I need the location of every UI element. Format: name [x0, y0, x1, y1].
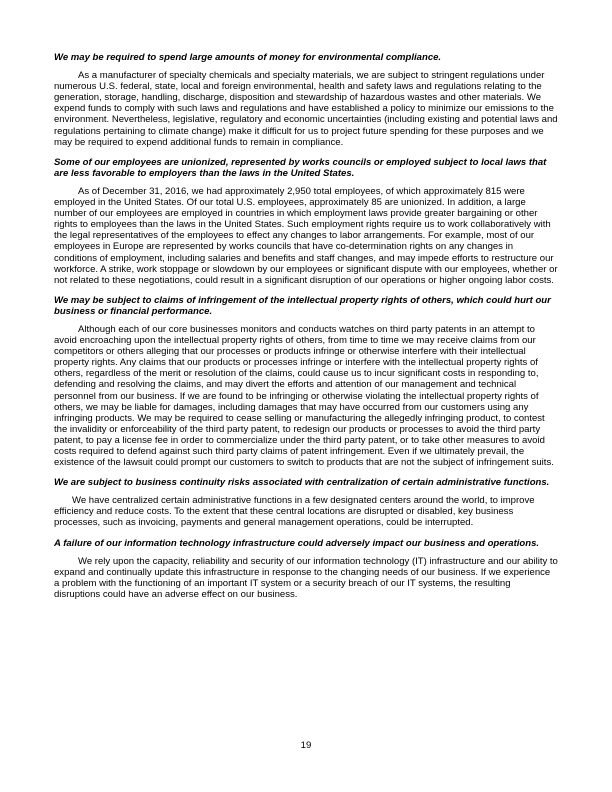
section-heading: We may be subject to claims of infringement of the intellectual property rights of others, which could hurt our business or financial performance. — [54, 294, 551, 317]
section-body: As a manufacturer of specialty chemicals and specialty materials, we are subject to stringent regulations under numerous U.S. federal, state, local and foreign environmental, health and safety laws and regulations relating to the generation, storage, handling, discharge, disposition and stewardship of hazardous wastes and other materials. We expend funds to comply with such laws and regulations and have established a policy to minimize our emissions to the environment. Nevertheless, legislative, regulatory and economic uncertainties (including existing and potential laws and regulations pertaining to climate change) make it difficult for us to project future spending for these purposes and we may be required to expend additional funds to remain in compliance. — [54, 70, 558, 148]
section-ip-infringement — [54, 295, 558, 468]
section-environmental-compliance — [54, 52, 558, 148]
section-heading: We are subject to business continuity risks associated with centralization of certain administrative functions. — [54, 477, 550, 489]
section-heading: We may be required to spend large amounts of money for environmental compliance. — [54, 52, 442, 63]
section-body: We have centralized certain administrative functions in a few designated centers around the world, to improve efficiency and reduce costs. To the extent that these central locations are disrupted or disabled, key business processes, such as invoicing, payments and general management operations, could be interrupted. — [54, 495, 535, 529]
section-body: As of December 31, 2016, we had approximately 2,950 total employees, of which approximately 815 were employed in the United States. Of our total U.S. employees, approximately 85 are unionized. In addition, a large number of our employees are employed in countries in which employment laws provide greater bargaining or other rights to employees than the laws in the United States. Such employment rights require us to work collaboratively with the legal representatives of the employees to effect any changes to labor arrangements. For example, most of our employees in Europe are represented by works councils that have co-determination rights on any changes in conditions of employment, including salaries and benefits and staff changes, and may impede efforts to restructure our workforce. A strike, work stoppage or slowdown by our employees or significant dispute with our employees, whether or not related to these negotiations, could result in a significant disruption of our operations or higher ongoing labor costs. — [54, 185, 558, 286]
section-business-continuity — [54, 477, 558, 528]
section-heading: A failure of our information technology infrastructure could adversely impact our business and operations. — [54, 537, 540, 549]
section-heading: Some of our employees are unionized, represented by works councils or employed subject to local laws that are less favorable to employers than the laws in the United States. — [54, 156, 547, 179]
section-body: Although each of our core businesses monitors and conducts watches on third party patents in an attempt to avoid encroaching upon the intellectual property rights of others, from time to time we may receive claims from our competitors or others alleging that our processes or products infringe or otherwise interfere with their intellectual property rights. Any claims that our products or processes infringe or interfere with the intellectual property rights of others, regardless of the merit or resolution of the claims, could cause us to incur significant costs in responding to, defending and resolving the claims, and may divert the efforts and attention of our management and technical personnel from our business. If we are found to be infringing or otherwise violating the intellectual property rights of others, we may be liable for damages, including damages that may have occurred from our customers using any infringing products. We may be required to cease selling or manufacturing the allegedly infringing product, to contest the invalidity or enforceability of the third party patent, to redesign our products or processes to avoid the third party patent, to pay a license fee in order to commercialize under the third party patent, or to take other measures to avoid costs required to defend against such third party claims of patent infringement. Even if we ultimately prevail, the existence of the lawsuit could prompt our customers to switch to products that are not the subject of infringement suits. — [54, 323, 554, 469]
section-body: We rely upon the capacity, reliability and security of our information technology (IT) infrastructure and our ability to expand and continually update this infrastructure in response to the changing needs of our business. If we experience a problem with the functioning of an important IT system or a security breach of our IT systems, the resulting disruptions could have an adverse effect on our business. — [54, 555, 558, 600]
section-it-infrastructure — [54, 538, 558, 600]
section-unionized-employees — [54, 157, 558, 286]
page-number: 19 — [300, 740, 312, 751]
